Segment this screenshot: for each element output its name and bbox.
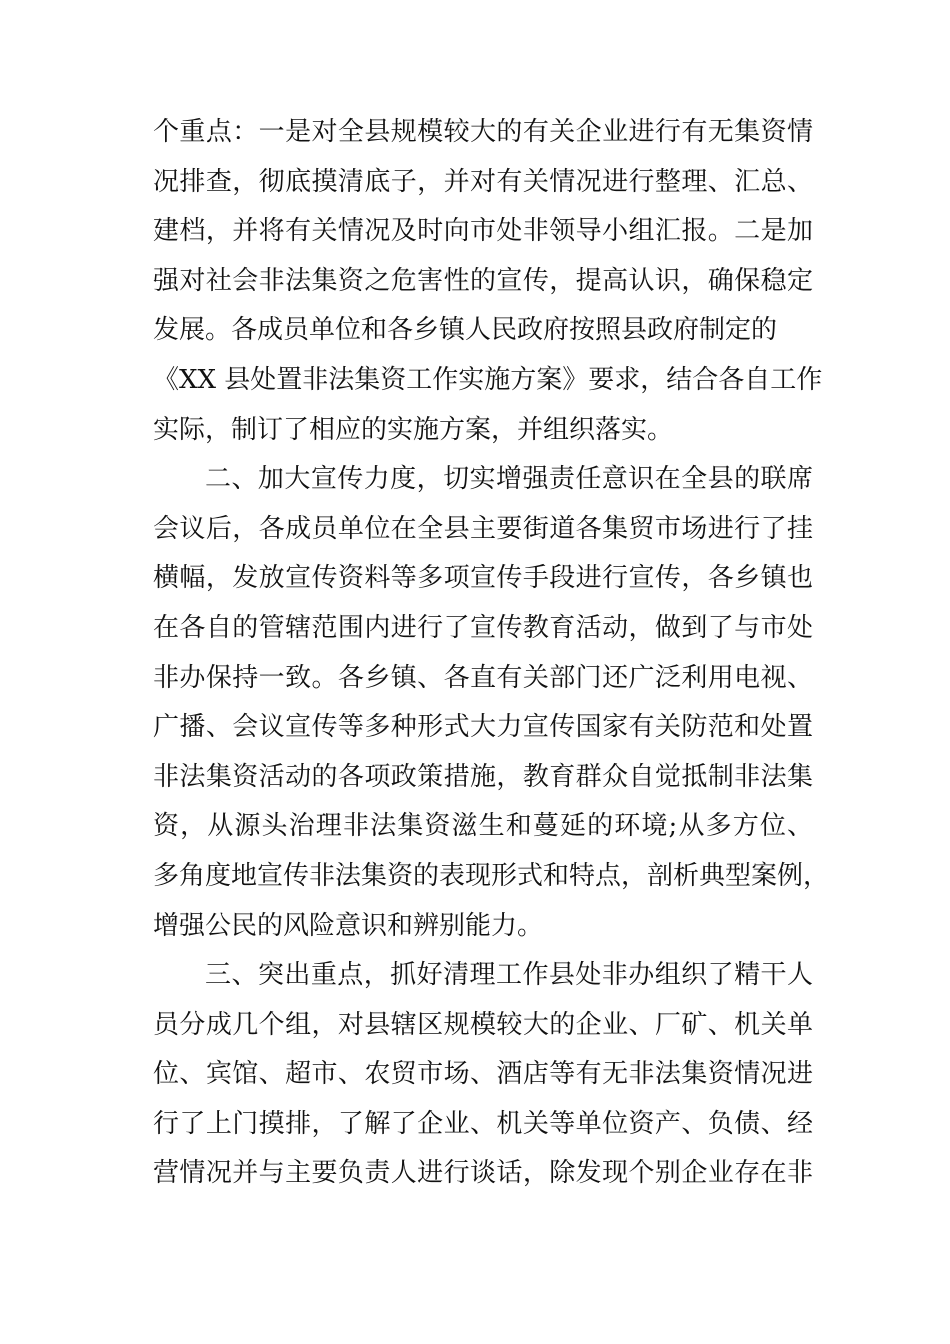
text-line: 会议后，各成员单位在全县主要街道各集贸市场进行了挂 xyxy=(153,513,813,544)
text-line: 建档，并将有关情况及时向市处非领导小组汇报。二是加 xyxy=(153,216,813,247)
text-line: 发展。各成员单位和各乡镇人民政府按照县政府制定的 xyxy=(153,315,778,346)
text-line: 行了上门摸排，了解了企业、机关等单位资产、负债、经 xyxy=(153,1108,813,1139)
text-line: 非办保持一致。各乡镇、各直有关部门还广泛利用电视、 xyxy=(153,662,813,693)
text-line: 位、宾馆、超市、农贸市场、酒店等有无非法集资情况进 xyxy=(153,1059,813,1090)
text-line: 增强公民的风险意识和辨别能力。 xyxy=(153,910,544,941)
paragraph-3 xyxy=(153,951,813,1199)
text-line: 《XX 县处置非法集资工作实施方案》要求，结合各自工作 xyxy=(153,364,823,395)
text-line: 二、加大宣传力度，切实增强责任意识在全县的联席 xyxy=(205,464,813,495)
text-line: 在各自的管辖范围内进行了宣传教育活动，做到了与市处 xyxy=(153,612,813,643)
text-line: 员分成几个组，对县辖区规模较大的企业、厂矿、机关单 xyxy=(153,1009,813,1040)
text-line: 非法集资活动的各项政策措施，教育群众自觉抵制非法集 xyxy=(153,761,813,792)
text-line: 强对社会非法集资之危害性的宣传，提高认识，确保稳定 xyxy=(153,265,813,296)
text-line: 广播、会议宣传等多种形式大力宣传国家有关防范和处置 xyxy=(153,712,813,743)
text-line: 资，从源头治理非法集资滋生和蔓延的环境;从多方位、 xyxy=(153,811,813,842)
text-line: 三、突出重点，抓好清理工作县处非办组织了精干人 xyxy=(205,960,813,991)
body-text xyxy=(153,108,830,1199)
text-line: 营情况并与主要负责人进行谈话，除发现个别企业存在非 xyxy=(153,1158,813,1189)
text-line: 实际，制订了相应的实施方案，并组织落实。 xyxy=(153,414,674,445)
paragraph-2 xyxy=(153,455,830,951)
text-line: 多角度地宣传非法集资的表现形式和特点，剖析典型案例， xyxy=(153,860,830,891)
text-line: 个重点：一是对全县规模较大的有关企业进行有无集资情 xyxy=(153,117,813,147)
paragraph-1 xyxy=(153,108,823,455)
text-line: 况排查，彻底摸清底子，并对有关情况进行整理、汇总、 xyxy=(153,166,813,197)
text-line: 横幅，发放宣传资料等多项宣传手段进行宣传，各乡镇也 xyxy=(153,563,813,594)
